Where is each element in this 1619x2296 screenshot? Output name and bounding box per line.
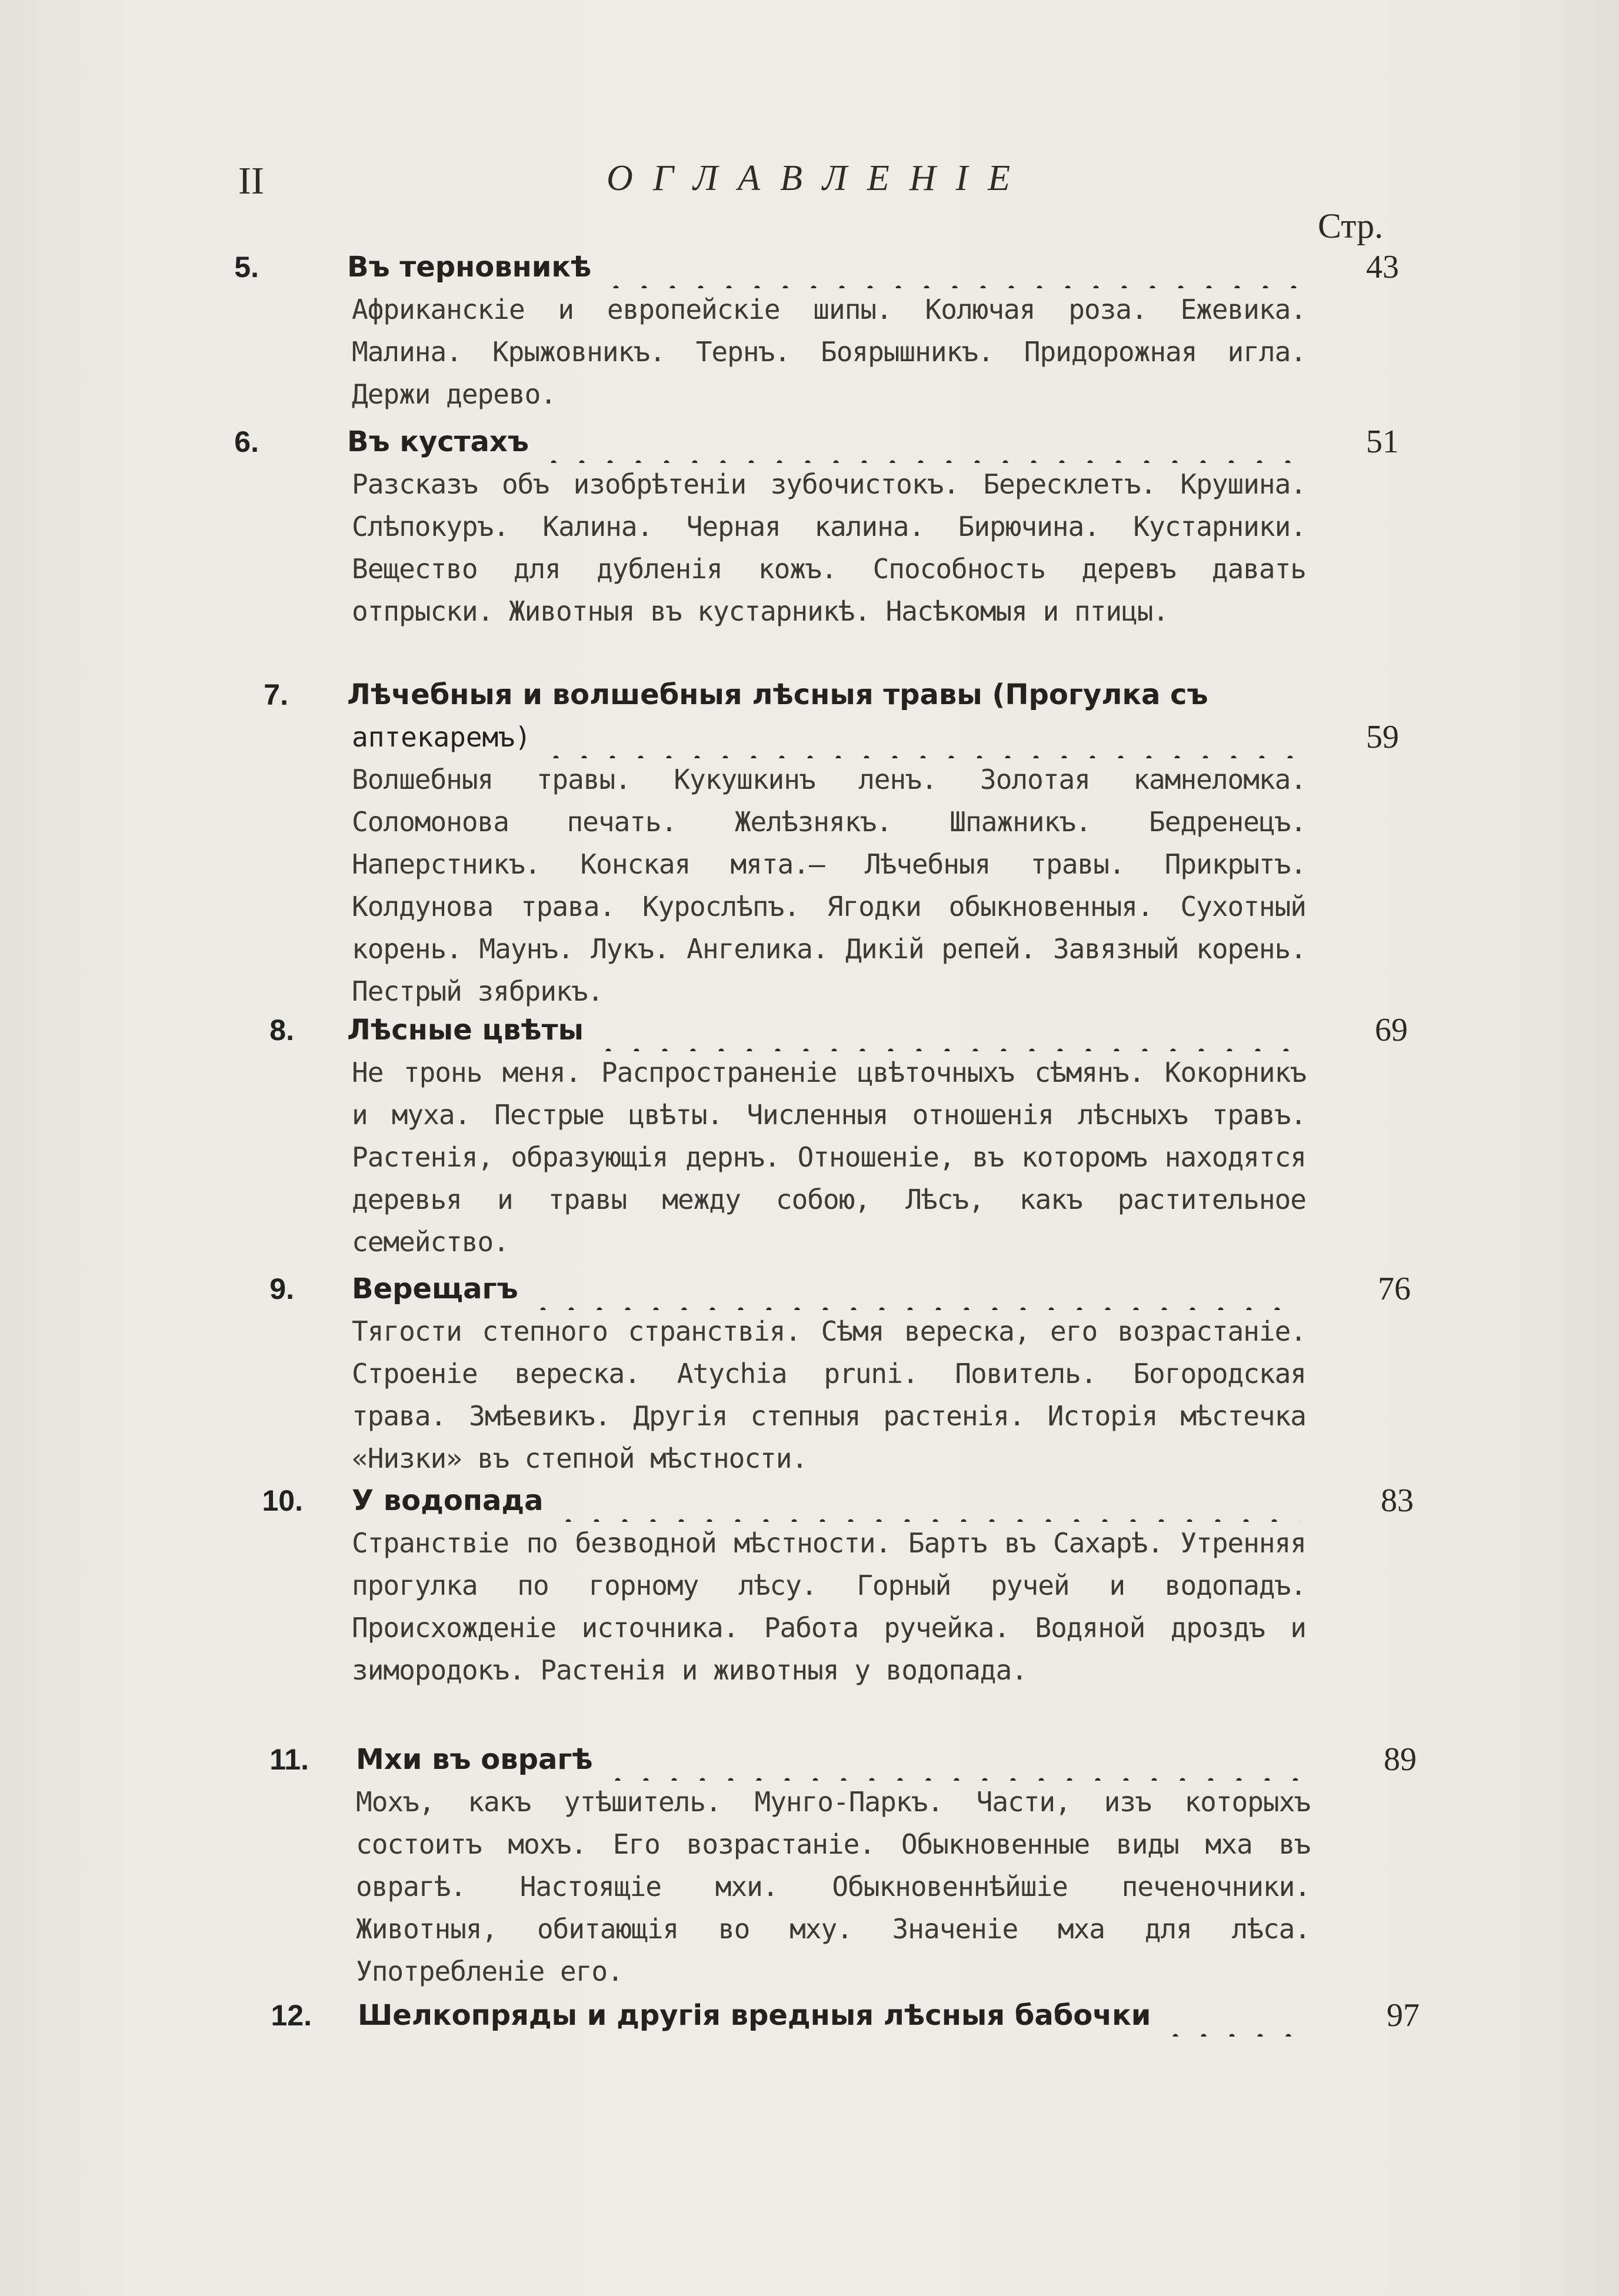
entry-title-line [358, 1994, 1305, 2037]
entry-description: Тягости степного странствія. Сѣмя вереска, его возрастаніе. Строеніе вереска. Atychia pruni. Повитель. Богородская трава. Змѣевикъ. Другія степныя растенія. Исторія мѣстечка «Низки» въ степной мѣстности. [352, 1315, 1306, 1474]
dot-leader [604, 1738, 1300, 1781]
dot-leader [602, 246, 1300, 288]
entry-page: 97 [1387, 1997, 1420, 2034]
entry-number: 8. [269, 1014, 294, 1047]
entry-title-line [356, 1738, 1300, 1781]
entry-title: У водопада [352, 1484, 544, 1517]
entry-page: 83 [1381, 1482, 1414, 1519]
page-title: ОГЛАВЛЕНІЕ [606, 158, 1031, 198]
entry-description: Волшебныя травы. Кукушкинъ ленъ. Золотая камнеломка. Соломонова печать. Желѣзнякъ. Шпажникъ. Бедренецъ. Наперстникъ. Конская мята.— Лѣчебныя травы. Прикрытъ. Колдунова трава. Курослѣпъ. Ягодки обыкновенныя. Сухотный корень. Маунъ. Лукъ. Ангелика. Дикій репей. Завязный корень. Пестрый зябрикъ. [352, 764, 1306, 1007]
entry-title-line [352, 1479, 1300, 1522]
entry-page: 76 [1378, 1271, 1411, 1307]
dot-leader [554, 1479, 1300, 1522]
entry-title-line [347, 1009, 1300, 1051]
entry-page: 43 [1366, 249, 1399, 285]
pages-column-label: Стр. [1318, 206, 1384, 245]
entry-title: Въ кустахъ [347, 425, 529, 458]
entry-number: 5. [234, 251, 259, 284]
entry-title-line [347, 674, 1300, 716]
entry-description: Африканскіе и европейскіе шипы. Колючая роза. Ежевика. Малина. Крыжовникъ. Тернъ. Боярышникъ. Придорожная игла. Держи дерево. [352, 294, 1306, 410]
entry-title-line [347, 421, 1300, 463]
entry-title: Лѣчебныя и волшебныя лѣсныя травы (Прогулка съ [347, 678, 1208, 711]
entry-description: Странствіе по безводной мѣстности. Бартъ въ Сахарѣ. Утренняя прогулка по горному лѣсу. Горный ручей и водопадъ. Происхожденіе источника. Работа ручейка. Водяной дроздъ и зимородокъ. Растенія и животныя у водопада. [352, 1527, 1306, 1686]
entry-title-extra: аптекаремъ) [352, 721, 531, 753]
entry-title: Въ терновникѣ [347, 251, 592, 284]
entry-number: 10. [262, 1484, 303, 1517]
entry-description: Мохъ, какъ утѣшитель. Мунго-Паркъ. Части, изъ которыхъ состоитъ мохъ. Его возрастаніе. Обыкновенные виды мха въ оврагѣ. Настоящіе мхи. Обыкновеннѣйшіе печеночники. Животныя, обитающія во мху. Значеніе мха для лѣса. Употребленіе его. [356, 1786, 1310, 1987]
entry-title: Шелкопряды и другія вредныя лѣсныя бабочки [358, 1999, 1151, 2032]
dot-leader [594, 1009, 1300, 1051]
entry-number: 6. [234, 425, 259, 458]
entry-description: Не тронь меня. Распространеніе цвѣточныхъ сѣмянъ. Кокорникъ и муха. Пестрые цвѣты. Численныя отношенія лѣсныхъ травъ. Растенія, образующія дернъ. Отношеніе, въ которомъ находятся деревья и травы между собою, Лѣсъ, какъ растительное семейство. [352, 1057, 1306, 1258]
entry-title-continuation [352, 716, 1300, 758]
dot-leader [1161, 1994, 1305, 2037]
entry-page: 51 [1366, 424, 1399, 460]
entry-title-line [352, 1268, 1300, 1310]
entry-title-line [347, 246, 1300, 288]
entry-page: 59 [1366, 719, 1399, 755]
dot-leader [529, 1268, 1300, 1310]
entry-number: 12. [271, 1999, 312, 2032]
entry-number: 11. [269, 1743, 309, 1776]
entry-description: Разсказъ объ изобрѣтеніи зубочистокъ. Бересклетъ. Крушина. Слѣпокуръ. Калина. Черная калина. Бирючина. Кустарники. Вещество для дубленія кожъ. Способность деревъ давать отпрыски. Животныя въ кустарникѣ. Насѣкомыя и птицы. [352, 468, 1306, 627]
entry-number: 9. [269, 1272, 294, 1305]
entry-title: Лѣсные цвѣты [347, 1014, 584, 1047]
entry-title: Мхи въ оврагѣ [356, 1743, 593, 1776]
dot-leader [542, 716, 1300, 758]
entry-number: 7. [264, 678, 288, 711]
entry-page: 89 [1384, 1741, 1417, 1778]
entry-title: Верещагъ [352, 1272, 518, 1305]
dot-leader [539, 421, 1300, 463]
entry-page: 69 [1375, 1012, 1408, 1048]
page-number-roman: II [238, 159, 264, 202]
